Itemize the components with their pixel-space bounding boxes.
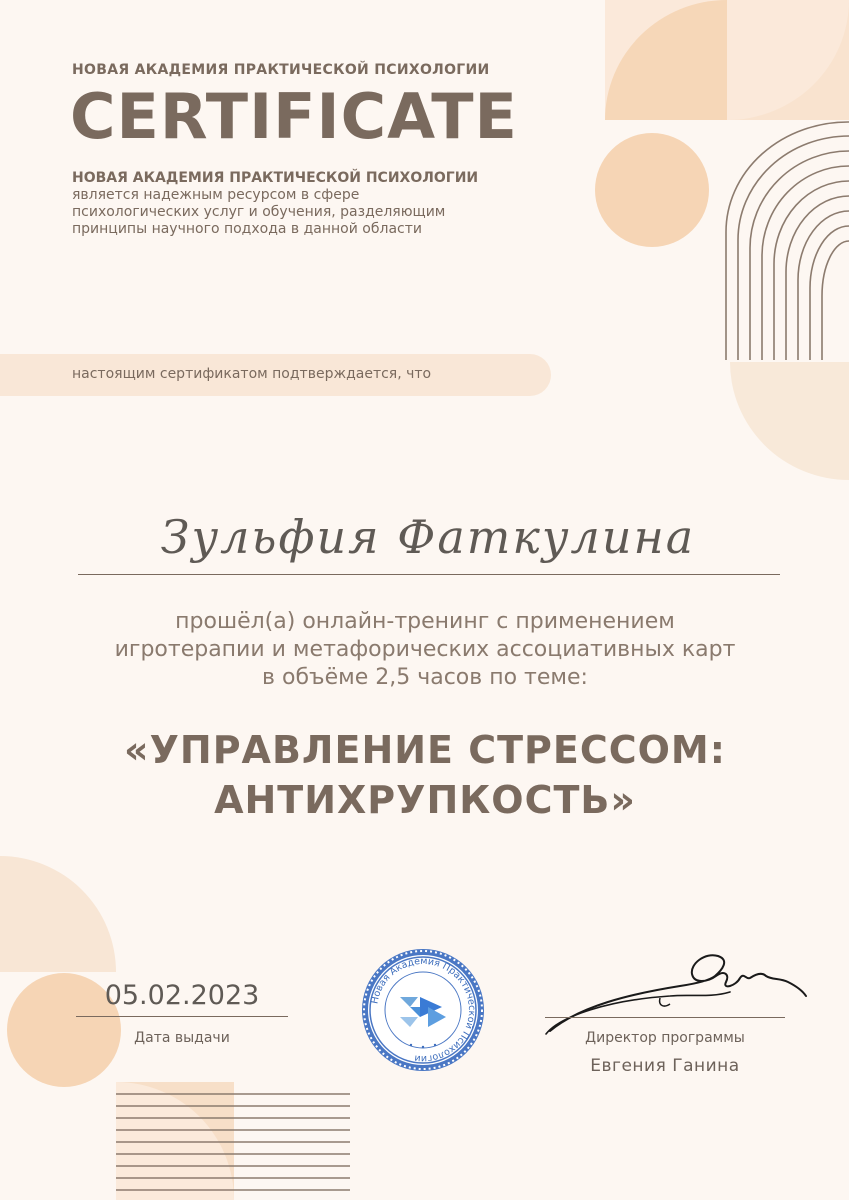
- certificate-title: CERTIFICATE: [70, 80, 518, 153]
- issue-date-underline: [76, 1016, 288, 1017]
- issue-date-label: Дата выдачи: [134, 1030, 230, 1046]
- course-topic: [40, 725, 810, 825]
- description-line: в объёме 2,5 часов по теме:: [262, 665, 588, 690]
- intro-line: психологических услуг и обучения, разделяющим: [72, 204, 446, 220]
- organization-header: НОВАЯ АКАДЕМИЯ ПРАКТИЧЕСКОЙ ПСИХОЛОГИИ: [72, 62, 490, 78]
- director-name: Евгения Ганина: [590, 1056, 740, 1076]
- deco-quarter-bottom-left: [0, 856, 116, 972]
- signature-underline: [545, 1017, 785, 1018]
- intro-line: является надежным ресурсом в сфере: [72, 187, 360, 203]
- issue-date: 05.02.2023: [104, 980, 260, 1011]
- deco-circle-top: [595, 133, 709, 247]
- intro-line: принципы научного подхода в данной области: [72, 221, 422, 237]
- topic-line: АНТИХРУПКОСТЬ»: [214, 778, 636, 822]
- description-line: прошёл(а) онлайн-тренинг с применением: [175, 609, 675, 634]
- topic-line: «УПРАВЛЕНИЕ СТРЕССОМ:: [124, 728, 726, 772]
- deco-arc-lines: [726, 122, 849, 360]
- seal-text: Новая Академия Практической Психологии: [369, 955, 478, 1065]
- academy-seal-icon: [358, 945, 488, 1075]
- intro-block: [72, 170, 542, 238]
- description-line: игротерапии и метафорических ассоциативных карт: [114, 637, 736, 662]
- director-signature-icon: [540, 946, 810, 1036]
- recipient-name: Зульфия Фаткулина: [160, 510, 696, 564]
- deco-quarter-right: [730, 362, 849, 480]
- intro-organization: НОВАЯ АКАДЕМИЯ ПРАКТИЧЕСКОЙ ПСИХОЛОГИИ: [72, 170, 479, 186]
- confirmation-text: настоящим сертификатом подтверждается, что: [72, 366, 432, 382]
- director-title: Директор программы: [585, 1030, 745, 1046]
- course-description: [40, 608, 810, 692]
- recipient-underline: [78, 574, 780, 575]
